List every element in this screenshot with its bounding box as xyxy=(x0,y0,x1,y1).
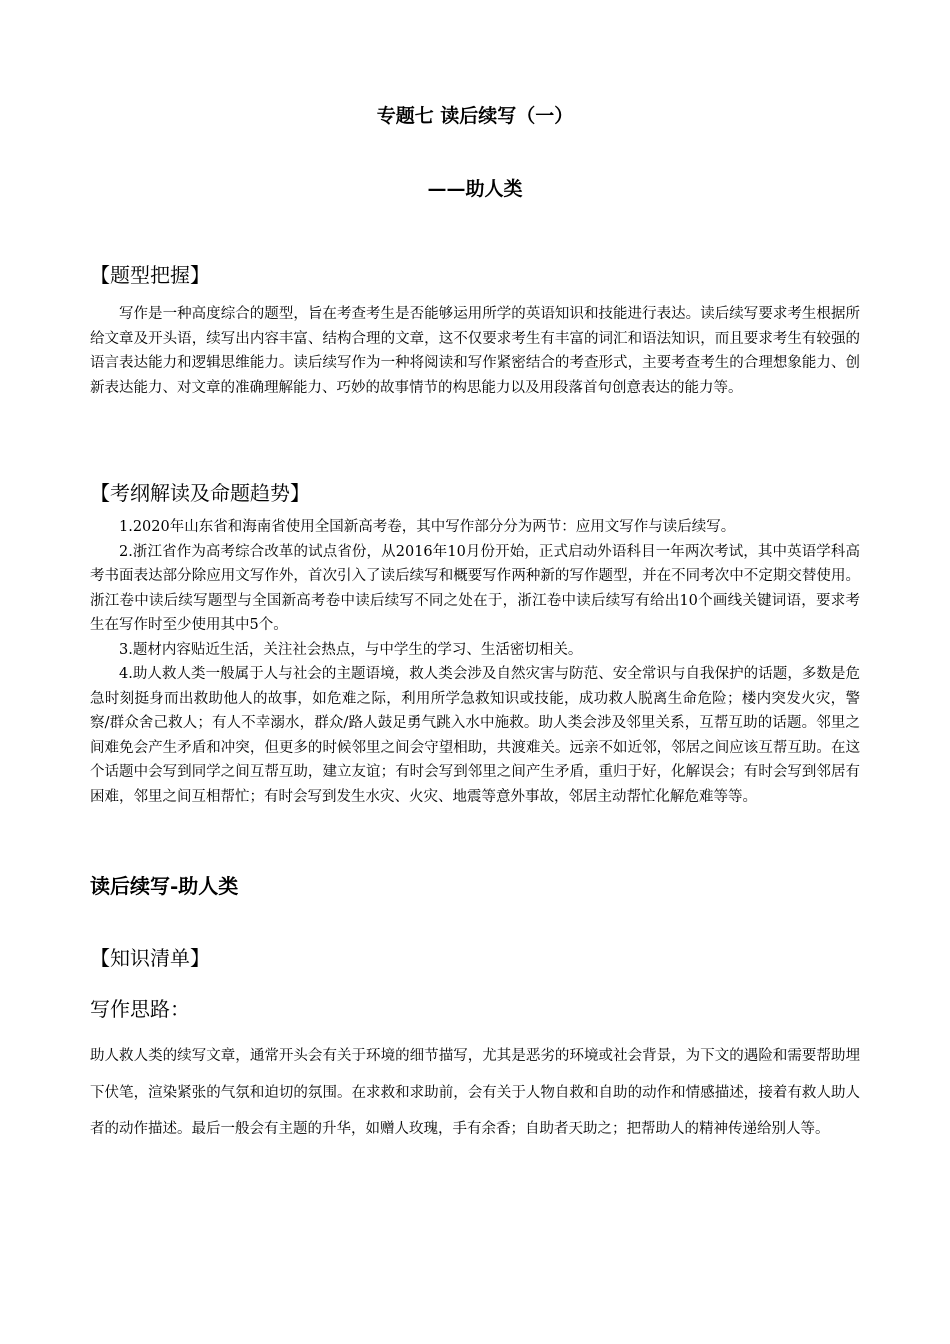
writing-idea-paragraph: 助人救人类的续写文章，通常开头会有关于环境的细节描写，尤其是恶劣的环境或社会背景，为下文的遇险和需要帮助埋下伏笔，渲染紧张的气氛和迫切的氛围。在求救和求助前，会有关于人物自救和自助的动作和情感描述，接着有救人助人者的动作描述。最后一般会有主题的升华，如赠人玫瑰，手有余香；自助者天助之；把帮助人的精神传递给别人等。 xyxy=(90,1048,860,1137)
syllabus-trends-list xyxy=(90,515,860,809)
section-heading-question-type: 【题型把握】 xyxy=(90,263,210,287)
writing-idea-heading: 写作思路： xyxy=(90,997,190,1021)
section-heading-syllabus-trends: 【考纲解读及命题趋势】 xyxy=(90,481,310,505)
list-item: 3.题材内容贴近生活，关注社会热点，与中学生的学习、生活密切相关。 xyxy=(119,641,583,658)
document-title: 专题七 读后续写（一） xyxy=(376,105,574,127)
section-paragraph-question-type: 写作是一种高度综合的题型，旨在考查考生是否能够运用所学的英语知识和技能进行表达。读后续写要求考生根据所给文章及开头语，续写出内容丰富、结构合理的文章，这不仅要求考生有丰富的词汇和语法知识，而且要求考生有较强的语言表达能力和逻辑思维能力。读后续写作为一种将阅读和写作紧密结合的考查形式，主要考查考生的合理想象能力、创新表达能力、对文章的准确理解能力、巧妙的故事情节的构思能力以及用段落首句创意表达的能力等。 xyxy=(90,306,860,396)
section-heading-knowledge-list: 【知识清单】 xyxy=(90,946,210,970)
list-item: 1.2020年山东省和海南省使用全国新高考卷，其中写作部分分为两节：应用文写作与读后续写。 xyxy=(119,519,736,535)
list-item: 4.助人救人类一般属于人与社会的主题语境，救人类会涉及自然灾害与防范、安全常识与自我保护的话题，多数是危急时刻挺身而出救助他人的故事，如危难之际，利用所学急救知识或技能，成功救人脱离生命危险；楼内突发火灾，警察/群众舍己救人；有人不幸溺水，群众/路人鼓足勇气跳入水中施救。助人类会涉及邻里关系，互帮互助的话题。邻里之间难免会产生矛盾和冲突，但更多的时候邻里之间会守望相助，共渡难关。远亲不如近邻，邻居之间应该互帮互助。在这个话题中会写到同学之间互帮互助，建立友谊；有时会写到邻里之间产生矛盾，重归于好，化解误会；有时会写到邻居有困难，邻里之间互相帮忙；有时会写到发生水灾、火灾、地震等意外事故，邻居主动帮忙化解危难等等。 xyxy=(90,666,860,805)
topic-title: 读后续写-助人类 xyxy=(90,874,239,898)
document-subtitle: ——助人类 xyxy=(427,178,523,200)
list-item: 2.浙江省作为高考综合改革的试点省份，从2016年10月份开始，正式启动外语科目一年两次考试，其中英语学科高考书面表达部分除应用文写作外，首次引入了读后续写和概要写作两种新的写作题型，并在不同考次中不定期交替使用。浙江卷中读后续写题型与全国新高考卷中读后续写不同之处在于，浙江卷中读后续写有给出10个画线关键词语，要求考生在写作时至少使用其中5个。 xyxy=(90,543,860,633)
